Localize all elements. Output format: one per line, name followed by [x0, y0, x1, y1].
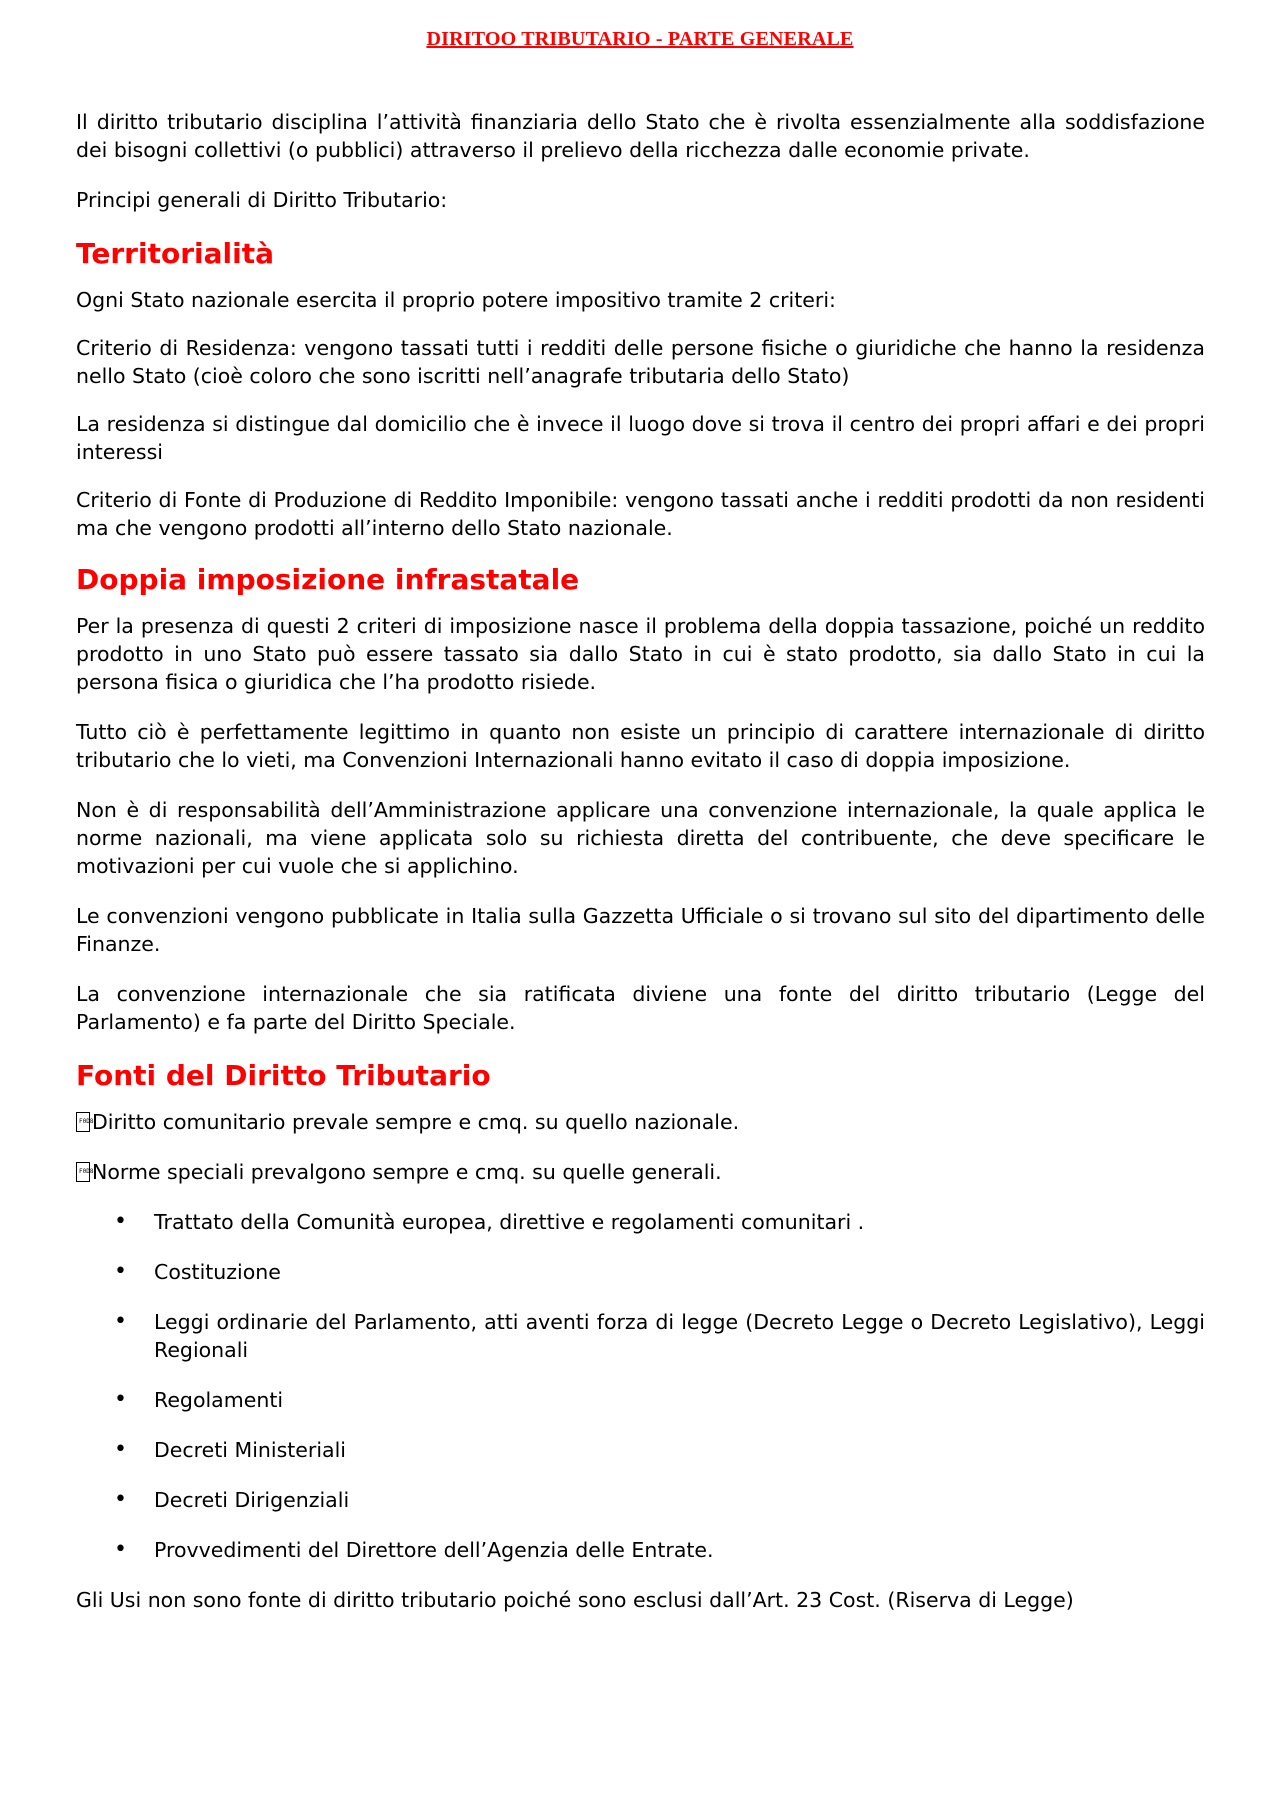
doppia-paragraph-5: La convenzione internazionale che sia ratificata diviene una fonte del diritto tributario (Legge del Parlamento) e fa parte del Diritto Speciale.	[76, 982, 1205, 1034]
fonti-mark-text-2: Norme speciali prevalgono sempre e cmq. su quelle generali.	[92, 1160, 722, 1184]
list-item-text: Trattato della Comunità europea, direttive e regolamenti comunitari .	[154, 1210, 865, 1234]
bullet-icon: •	[114, 1487, 127, 1512]
list-item	[76, 1258, 1205, 1286]
bullet-icon: •	[114, 1437, 127, 1462]
fonti-list	[76, 1208, 1205, 1564]
document-body	[76, 108, 1205, 1636]
doppia-paragraph-3: Non è di responsabilità dell’Amministrazione applicare una convenzione internazionale, la quale applica le norme nazionali, ma viene applicata solo su richiesta diretta del contribuente, che deve specificare le motivazioni per cui vuole che si applichino.	[76, 798, 1205, 878]
document-title: DIRITOO TRIBUTARIO - PARTE GENERALE	[426, 28, 854, 50]
list-item	[76, 1386, 1205, 1414]
doppia-paragraph-1: Per la presenza di questi 2 criteri di imposizione nasce il problema della doppia tassazione, poiché un reddito prodotto in uno Stato può essere tassato sia dallo Stato in cui è stato prodotto, sia dallo Stato in cui la persona fisica o giuridica che l’ha prodotto risiede.	[76, 614, 1205, 694]
list-item-text: Regolamenti	[154, 1388, 284, 1412]
heading-doppia-imposizione: Doppia imposizione infrastatale	[76, 563, 580, 596]
fonti-mark-text-1: Diritto comunitario prevale sempre e cmq. su quello nazionale.	[92, 1110, 740, 1134]
bullet-icon: •	[114, 1309, 127, 1334]
bullet-icon: •	[114, 1259, 127, 1284]
list-item	[76, 1536, 1205, 1564]
list-item	[76, 1208, 1205, 1236]
territorialita-paragraph-4: Criterio di Fonte di Produzione di Reddito Imponibile: vengono tassati anche i redditi prodotti da non residenti ma che vengono prodotti all’interno dello Stato nazionale.	[76, 488, 1205, 540]
principi-label: Principi generali di Diritto Tributario:	[76, 188, 448, 212]
fonti-mark-line-2	[76, 1158, 1205, 1186]
territorialita-paragraph-1: Ogni Stato nazionale esercita il proprio potere impositivo tramite 2 criteri:	[76, 288, 836, 312]
list-item-text: Costituzione	[154, 1260, 281, 1284]
list-item	[76, 1308, 1205, 1364]
fonti-closing-paragraph: Gli Usi non sono fonte di diritto tributario poiché sono esclusi dall’Art. 23 Cost. (Riserva di Legge)	[76, 1588, 1074, 1612]
missing-glyph-icon	[76, 1112, 90, 1132]
missing-glyph-icon	[76, 1162, 90, 1182]
territorialita-paragraph-2: Criterio di Residenza: vengono tassati tutti i redditi delle persone fisiche o giuridiche che hanno la residenza nello Stato (cioè coloro che sono iscritti nell’anagrafe tributaria dello Stato)	[76, 336, 1205, 388]
intro-paragraph: Il diritto tributario disciplina l’attività finanziaria dello Stato che è rivolta essenzialmente alla soddisfazione dei bisogni collettivi (o pubblici) attraverso il prelievo della ricchezza dalle economie private.	[76, 110, 1205, 162]
territorialita-paragraph-3: La residenza si distingue dal domicilio che è invece il luogo dove si trova il centro dei propri affari e dei propri interessi	[76, 412, 1205, 464]
bullet-icon: •	[114, 1387, 127, 1412]
doppia-paragraph-2: Tutto ciò è perfettamente legittimo in quanto non esiste un principio di carattere internazionale di diritto tributario che lo vieti, ma Convenzioni Internazionali hanno evitato il caso di doppia imposizione.	[76, 720, 1205, 772]
list-item-text: Decreti Dirigenziali	[154, 1488, 350, 1512]
bullet-icon: •	[114, 1537, 127, 1562]
list-item-text: Decreti Ministeriali	[154, 1438, 346, 1462]
heading-territorialita: Territorialità	[76, 237, 274, 270]
fonti-mark-line-1	[76, 1108, 1205, 1136]
list-item-text: Provvedimenti del Direttore dell’Agenzia delle Entrate.	[154, 1538, 714, 1562]
heading-fonti: Fonti del Diritto Tributario	[76, 1059, 491, 1092]
list-item-text: Leggi ordinarie del Parlamento, atti aventi forza di legge (Decreto Legge o Decreto Legislativo), Leggi Regionali	[154, 1310, 1205, 1362]
list-item	[76, 1436, 1205, 1464]
list-item	[76, 1486, 1205, 1514]
bullet-icon: •	[114, 1209, 127, 1234]
doppia-paragraph-4: Le convenzioni vengono pubblicate in Italia sulla Gazzetta Ufficiale o si trovano sul sito del dipartimento delle Finanze.	[76, 904, 1205, 956]
